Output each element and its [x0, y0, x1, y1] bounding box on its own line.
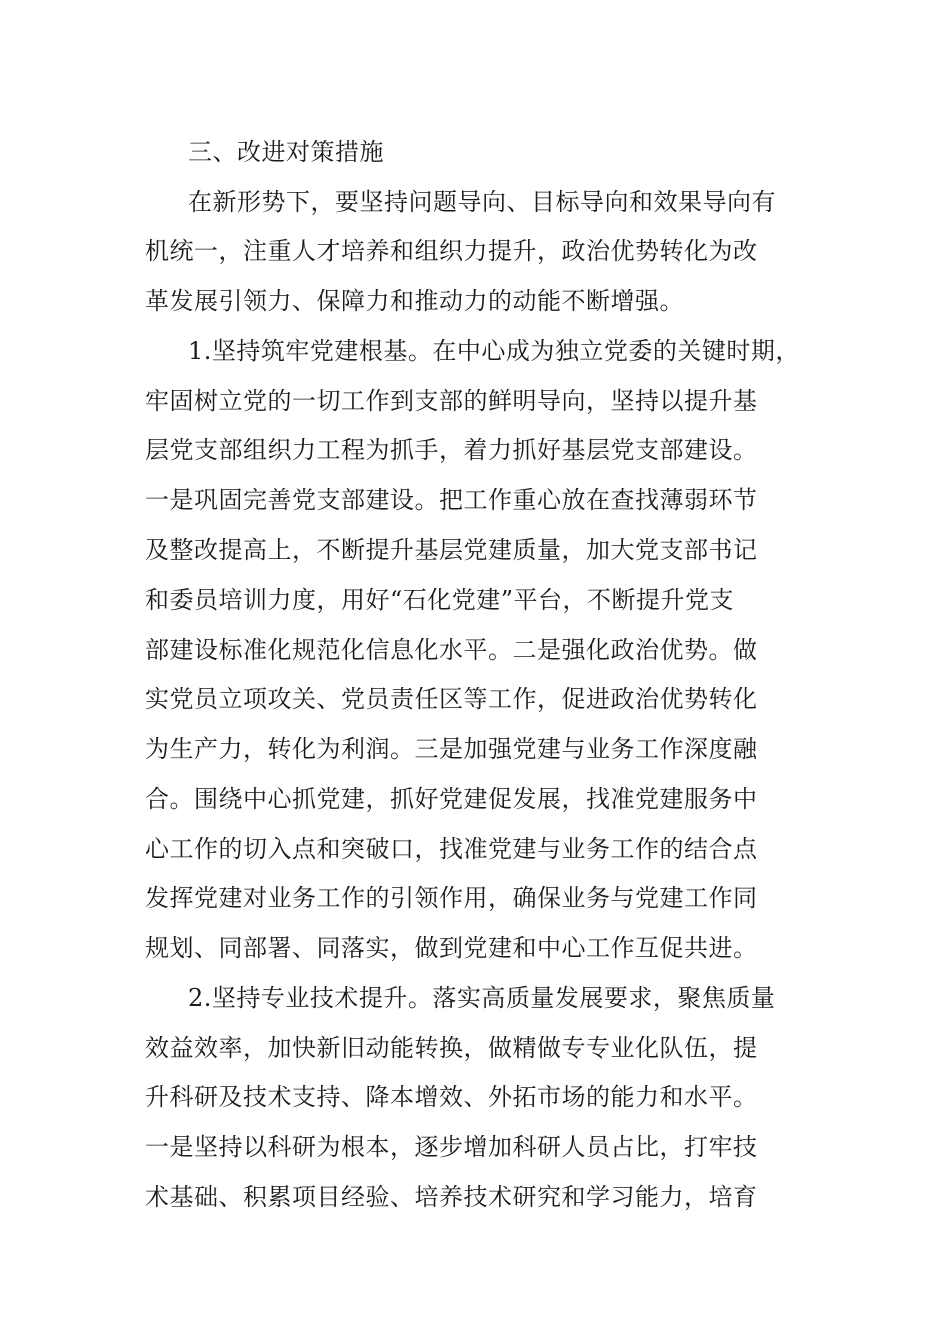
section-heading: 三、改进对策措施 — [188, 138, 384, 166]
paragraph-line: 效益效率，加快新旧动能转换，做精做专专业化队伍，提 — [145, 1034, 758, 1062]
paragraph-line: 一是坚持以科研为根本，逐步增加科研人员占比，打牢技 — [145, 1133, 758, 1161]
paragraph-line: 层党支部组织力工程为抓手，着力抓好基层党支部建设。 — [145, 436, 758, 464]
paragraph-line: 1.坚持筑牢党建根基。在中心成为独立党委的关键时期， — [188, 337, 800, 365]
paragraph-line: 术基础、积累项目经验、培养技术研究和学习能力，培育 — [145, 1183, 758, 1211]
paragraph-line: 部建设标准化规范化信息化水平。二是强化政治优势。做 — [145, 636, 758, 664]
paragraph-line: 规划、同部署、同落实，做到党建和中心工作互促共进。 — [145, 934, 758, 962]
paragraph-line: 牢固树立党的一切工作到支部的鲜明导向，坚持以提升基 — [145, 387, 758, 415]
paragraph-line: 为生产力，转化为利润。三是加强党建与业务工作深度融 — [145, 735, 758, 763]
paragraph-line: 实党员立项攻关、党员责任区等工作，促进政治优势转化 — [145, 685, 758, 713]
paragraph-line: 发挥党建对业务工作的引领作用，确保业务与党建工作同 — [145, 884, 758, 912]
paragraph-line: 心工作的切入点和突破口，找准党建与业务工作的结合点 — [145, 835, 758, 863]
paragraph-line: 合。围绕中心抓党建，抓好党建促发展，找准党建服务中 — [145, 785, 758, 813]
paragraph-line: 一是巩固完善党支部建设。把工作重心放在查找薄弱环节 — [145, 486, 758, 514]
paragraph-line: 和委员培训力度，用好“石化党建”平台，不断提升党支 — [145, 586, 735, 614]
paragraph-line: 机统一，注重人才培养和组织力提升，政治优势转化为改 — [145, 237, 758, 265]
paragraph-line: 在新形势下，要坚持问题导向、目标导向和效果导向有 — [188, 188, 776, 216]
paragraph-line: 升科研及技术支持、降本增效、外拓市场的能力和水平。 — [145, 1083, 758, 1111]
paragraph-line: 革发展引领力、保障力和推动力的动能不断增强。 — [145, 287, 684, 315]
paragraph-line: 及整改提高上，不断提升基层党建质量，加大党支部书记 — [145, 536, 758, 564]
paragraph-line: 2.坚持专业技术提升。落实高质量发展要求，聚焦质量 — [188, 984, 776, 1012]
